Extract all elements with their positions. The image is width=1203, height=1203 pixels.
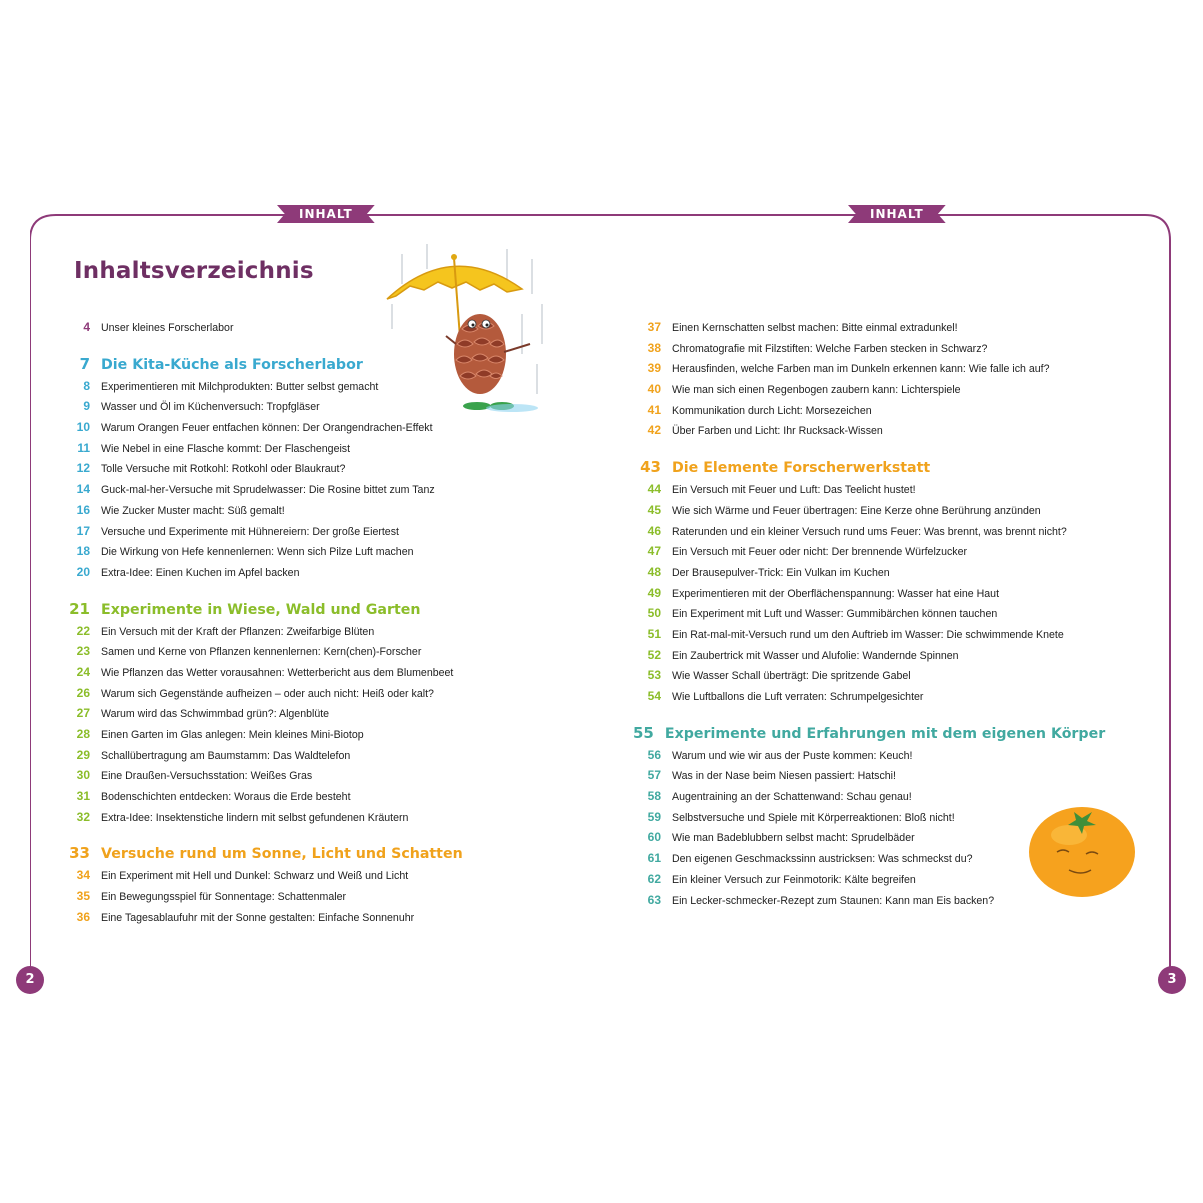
toc-entry[interactable]: 56 Warum und wie wir aus der Puste kommen: Keuch! — [647, 747, 913, 762]
section-heading[interactable]: 43 Die Elemente Forscherwerkstatt — [640, 458, 931, 477]
toc-entry[interactable]: 48 Der Brausepulver-Trick: Ein Vulkan im Kuchen — [647, 564, 890, 579]
toc-entry[interactable]: 4 Unser kleines Forscherlabor — [83, 320, 234, 334]
toc-entry[interactable]: 31 Bodenschichten entdecken: Woraus die Erde besteht — [76, 789, 351, 804]
toc-entry[interactable]: 14 Guck-mal-her-Versuche mit Sprudelwasser: Die Rosine bittet zum Tanz — [76, 482, 435, 497]
toc-entry[interactable]: 62 Ein kleiner Versuch zur Feinmotorik: Kälte begreifen — [647, 871, 916, 886]
toc-entry[interactable]: 18 Die Wirkung von Hefe kennenlernen: Wenn sich Pilze Luft machen — [76, 544, 414, 559]
toc-entry[interactable]: 38 Chromatografie mit Filzstiften: Welche Farben stecken in Schwarz? — [647, 340, 988, 355]
toc-entry[interactable]: 32 Extra-Idee: Insektenstiche lindern mit selbst gefundenen Kräutern — [76, 809, 409, 824]
toc-entry[interactable]: 46 Raterunden und ein kleiner Versuch rund ums Feuer: Was brennt, was brennt nicht? — [647, 523, 1067, 538]
toc-entry[interactable]: 10 Warum Orangen Feuer entfachen können: Der Orangendrachen-Effekt — [76, 420, 433, 435]
page-title: Inhaltsverzeichnis — [74, 258, 314, 284]
toc-left-column — [62, 320, 522, 931]
toc-entry[interactable]: 17 Versuche und Experimente mit Hühnereiern: Der große Eiertest — [76, 523, 399, 538]
header-tag-left: INHALT — [277, 205, 375, 223]
section-heading[interactable]: 55 Experimente und Erfahrungen mit dem eigenen Körper — [633, 723, 1106, 742]
toc-entry[interactable]: 20 Extra-Idee: Einen Kuchen im Apfel backen — [76, 564, 300, 579]
section-heading[interactable]: 33 Versuche rund um Sonne, Licht und Schatten — [69, 844, 463, 863]
toc-entry[interactable]: 28 Einen Garten im Glas anlegen: Mein kleines Mini-Biotop — [76, 727, 364, 741]
toc-entry[interactable]: 57 Was in der Nase beim Niesen passiert: Hatschi! — [647, 768, 896, 783]
toc-entry[interactable]: 36 Eine Tagesablaufuhr mit der Sonne gestalten: Einfache Sonnenuhr — [76, 909, 415, 924]
toc-entry[interactable]: 37 Einen Kernschatten selbst machen: Bitte einmal extradunkel! — [647, 320, 958, 334]
page-number-left: 2 — [16, 966, 44, 994]
toc-entry[interactable]: 61 Den eigenen Geschmackssinn austricksen: Was schmeckst du? — [647, 851, 973, 866]
toc-entry[interactable]: 51 Ein Rat-mal-mit-Versuch rund um den Auftrieb im Wasser: Die schwimmende Knete — [647, 626, 1064, 641]
toc-entry[interactable]: 49 Experimentieren mit der Oberflächenspannung: Wasser hat eine Haut — [647, 585, 1000, 600]
toc-entry[interactable]: 30 Eine Draußen-Versuchsstation: Weißes Gras — [76, 768, 313, 783]
toc-entry[interactable]: 59 Selbstversuche und Spiele mit Körperreaktionen: Bloß nicht! — [647, 809, 955, 824]
toc-entry[interactable]: 58 Augentraining an der Schattenwand: Schau genau! — [647, 789, 912, 804]
toc-entry[interactable]: 45 Wie sich Wärme und Feuer übertragen: Eine Kerze ohne Berührung anzünden — [647, 502, 1041, 517]
toc-entry[interactable]: 41 Kommunikation durch Licht: Morsezeichen — [647, 402, 872, 417]
toc-entry[interactable]: 60 Wie man Badeblubbern selbst macht: Sprudelbäder — [647, 830, 915, 845]
toc-right-column — [633, 320, 1106, 913]
toc-entry[interactable]: 54 Wie Luftballons die Luft verraten: Schrumpelgesichter — [647, 689, 924, 703]
toc-entry[interactable]: 53 Wie Wasser Schall überträgt: Die spritzende Gabel — [647, 668, 911, 683]
section-heading[interactable]: 7 Die Kita-Küche als Forscherlabor — [79, 354, 363, 373]
toc-entry[interactable]: 29 Schallübertragung am Baumstamm: Das Waldtelefon — [76, 747, 351, 762]
toc-entry[interactable]: 42 Über Farben und Licht: Ihr Rucksack-Wissen — [647, 423, 883, 438]
toc-entry[interactable]: 16 Wie Zucker Muster macht: Süß gemalt! — [76, 502, 285, 517]
toc-entry[interactable]: 52 Ein Zaubertrick mit Wasser und Alufolie: Wandernde Spinnen — [647, 647, 959, 662]
toc-entry[interactable]: 34 Ein Experiment mit Hell und Dunkel: Schwarz und Weiß und Licht — [76, 868, 409, 883]
toc-entry[interactable]: 44 Ein Versuch mit Feuer und Luft: Das Teelicht hustet! — [647, 482, 916, 497]
toc-entry[interactable]: 12 Tolle Versuche mit Rotkohl: Rotkohl oder Blaukraut? — [76, 461, 346, 476]
toc-entry[interactable]: 35 Ein Bewegungsspiel für Sonnentage: Schattenmaler — [76, 889, 346, 904]
header-tag-right: INHALT — [848, 205, 946, 223]
toc-entry[interactable]: 47 Ein Versuch mit Feuer oder nicht: Der brennende Würfelzucker — [647, 544, 967, 559]
toc-entry[interactable]: 22 Ein Versuch mit der Kraft der Pflanzen: Zweifarbige Blüten — [76, 623, 375, 638]
toc-entry[interactable]: 63 Ein Lecker-schmecker-Rezept zum Staunen: Kann man Eis backen? — [647, 892, 995, 907]
section-heading[interactable]: 21 Experimente in Wiese, Wald und Garten — [69, 599, 421, 618]
toc-entry[interactable]: 27 Warum wird das Schwimmbad grün?: Algenblüte — [76, 706, 330, 721]
toc-entry[interactable]: 23 Samen und Kerne von Pflanzen kennenlernen: Kern(chen)-Forscher — [76, 644, 422, 659]
page-number-right: 3 — [1158, 966, 1186, 994]
toc-entry[interactable]: 8 Experimentieren mit Milchprodukten: Butter selbst gemacht — [83, 378, 379, 393]
toc-entry[interactable]: 24 Wie Pflanzen das Wetter vorausahnen: Wetterbericht aus dem Blumenbeet — [76, 664, 454, 679]
toc-entry[interactable]: 26 Warum sich Gegenstände aufheizen – oder auch nicht: Heiß oder kalt? — [76, 685, 434, 700]
toc-entry[interactable]: 39 Herausfinden, welche Farben man im Dunkeln erkennen kann: Wie falle ich auf? — [647, 361, 1050, 376]
toc-entry[interactable]: 9 Wasser und Öl im Küchenversuch: Tropfgläser — [83, 399, 320, 414]
toc-entry[interactable]: 50 Ein Experiment mit Luft und Wasser: Gummibärchen können tauchen — [647, 606, 998, 621]
toc-entry[interactable]: 11 Wie Nebel in eine Flasche kommt: Der Flaschengeist — [77, 440, 351, 455]
toc-entry[interactable]: 40 Wie man sich einen Regenbogen zaubern kann: Lichterspiele — [647, 382, 961, 397]
